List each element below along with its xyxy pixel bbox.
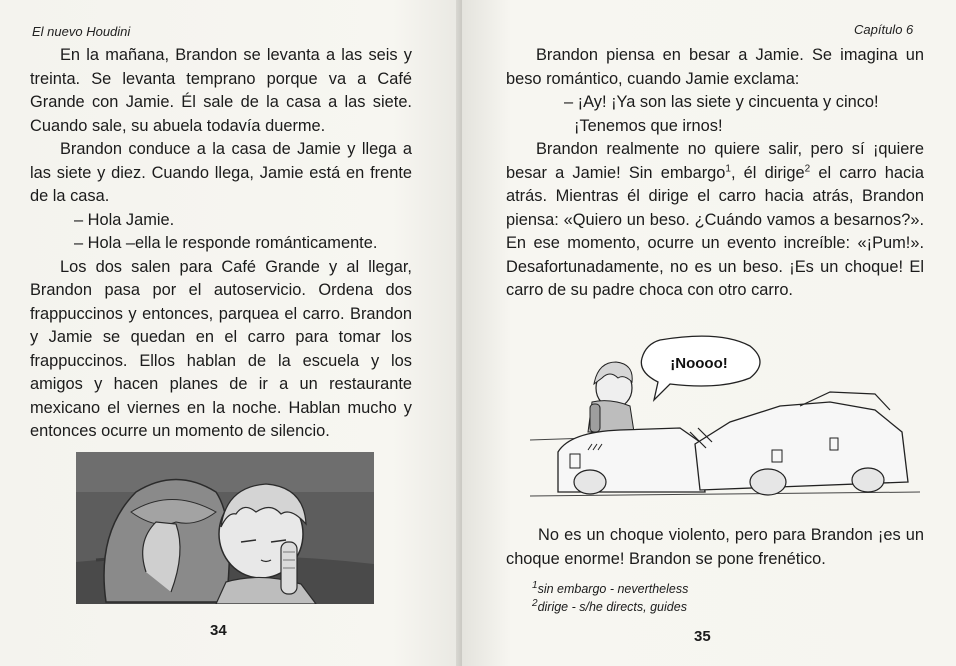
page-number: 34 (210, 622, 227, 639)
paragraph: No es un choque violento, pero para Brandon ¡es un choque enorme! Brandon se pone frenético. (506, 526, 924, 568)
footnote-marker: 2 (532, 597, 538, 609)
crash-drawing (530, 332, 920, 512)
dialog-line: – ¡Ay! ¡Ya son las siete y cincuenta y cinco! (564, 93, 879, 111)
dialog-line: – Hola Jamie. (74, 210, 175, 229)
running-head-book-title: El nuevo Houdini (32, 24, 131, 39)
paragraph-text: el carro hacia atrás. Mientras él dirige el carro hacia atrás, Brandon piensa: «Quiero un beso. ¿Cuándo vamos a besarnos?». En ese momento, ocurre un evento increíble: «¡Pum!». Desafortunadamente, no es un beso. ¡Es un choque! El carro de su padre choca con otro carro. (506, 163, 924, 299)
footnote-marker: 2 (804, 163, 811, 175)
speech-bubble-text: ¡Noooo! (670, 355, 728, 372)
paragraph: En la mañana, Brandon se levanta a las seis y treinta. Se levanta temprano porque va a Café Grande con Jamie. Él sale de la casa a las siete. Cuando sale, su abuela todavía duerme. (30, 46, 412, 135)
footnotes (532, 580, 688, 616)
paragraph: Brandon piensa en besar a Jamie. Se imagina un beso romántico, cuando Jamie exclama: (506, 46, 924, 88)
paragraph-text: , él dirige (730, 163, 805, 182)
running-head-chapter: Capítulo 6 (854, 22, 914, 37)
footnote (532, 598, 688, 616)
right-page-body-bottom (506, 524, 924, 571)
footnote (532, 580, 688, 598)
paragraph (506, 138, 924, 303)
paragraph: Brandon conduce a la casa de Jamie y llega a las siete y diez. Cuando llega, Jamie está en frente de la casa. (30, 140, 412, 205)
left-page (0, 0, 462, 666)
paragraph: Los dos salen para Café Grande y al llegar, Brandon pasa por el autoservicio. Ordena dos frappuccinos y entonces, parquea el carro. Brandon y Jamie se quedan en el carro para tomar los frappuccinos. Ellos hablan de la escuela y los amigos y hacen planes de ir a un restaurante mexicano el viernes en la noche. Hablan mucho y entonces ocurre un momento de silencio. (30, 257, 412, 440)
dialog-line: – Hola –ella le responde románticamente. (74, 234, 378, 252)
illustration-brandon-jamie-in-car (76, 452, 374, 604)
left-page-body (30, 44, 412, 444)
car-interior-drawing (76, 452, 374, 604)
paragraph-text: Brandon realmente no quiere salir, pero sí ¡quiere besar a Jamie! Sin embargo (506, 140, 924, 182)
footnote-marker: 1 (532, 579, 538, 591)
footnote-text: dirige - s/he directs, guides (537, 600, 687, 614)
illustration-car-crash (530, 332, 920, 512)
dialog-line: ¡Tenemos que irnos! (574, 116, 723, 135)
footnote-text: sin embargo - nevertheless (537, 582, 689, 596)
page-number: 35 (694, 628, 711, 645)
footnote-marker: 1 (725, 163, 731, 175)
right-page-body-top (506, 44, 924, 303)
right-page (462, 0, 956, 666)
